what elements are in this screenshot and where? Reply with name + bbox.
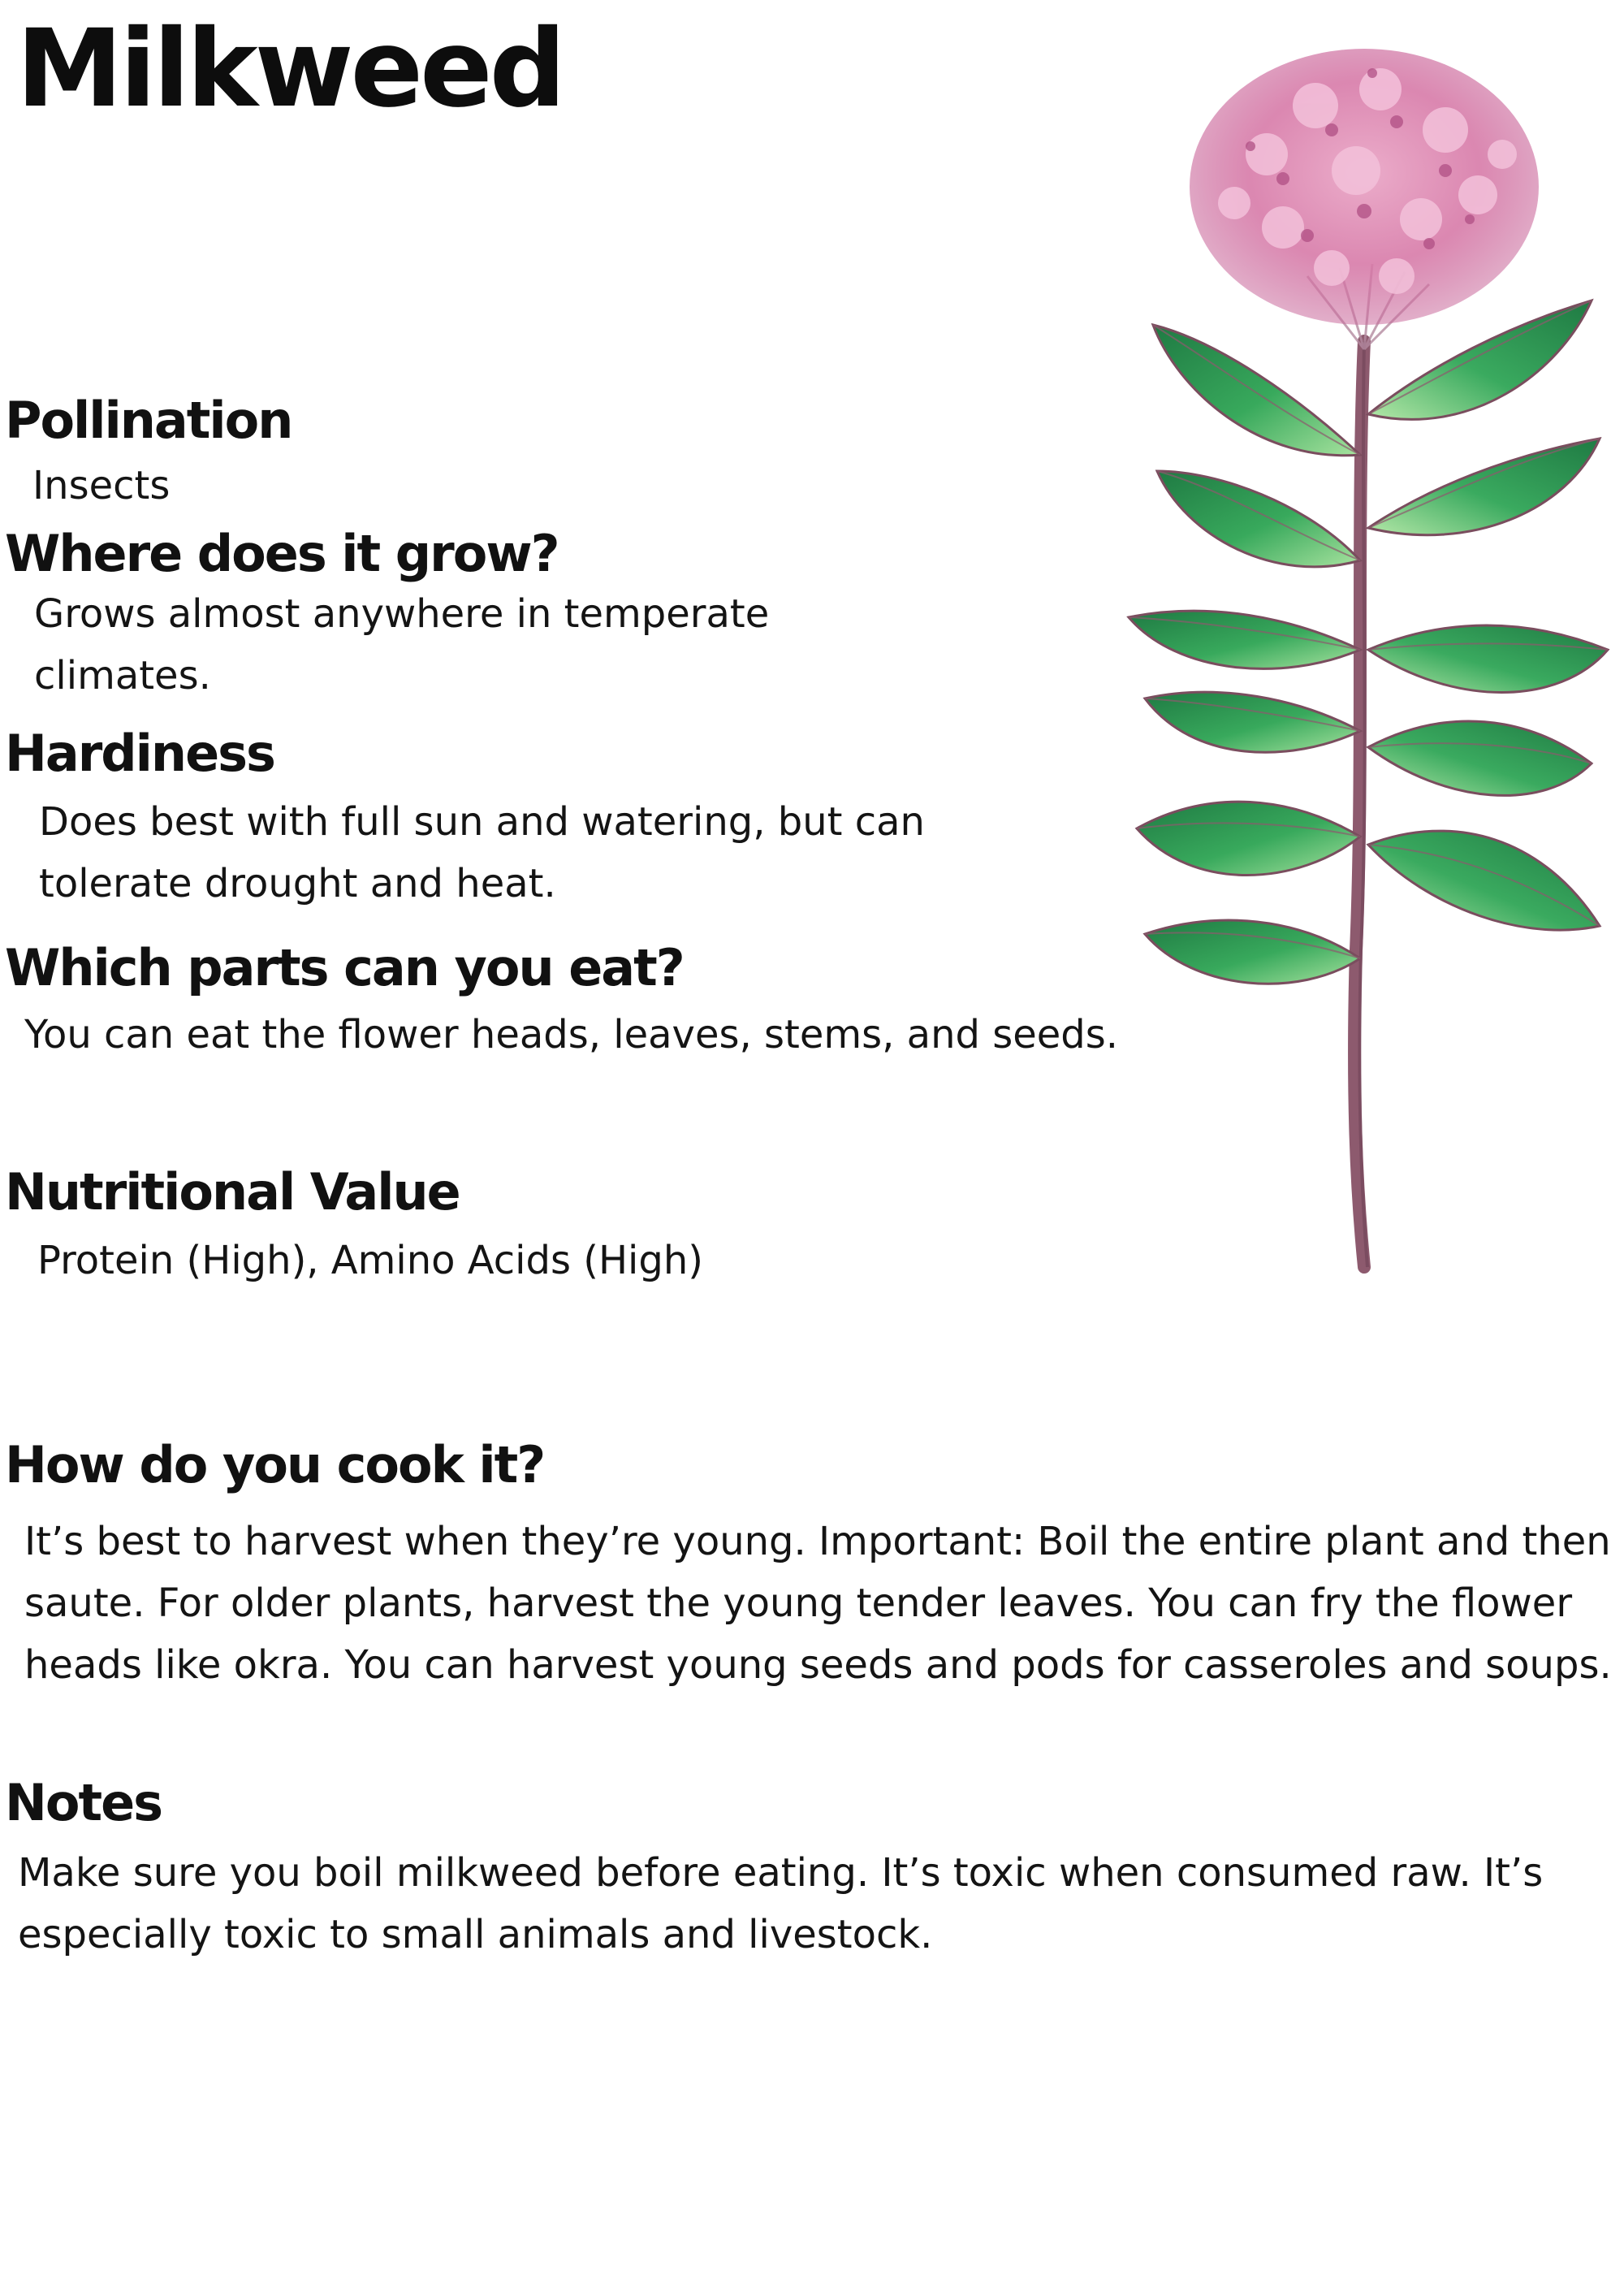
page-title: Milkweed [16, 6, 564, 132]
milkweed-plant-illustration [1121, 32, 1624, 1275]
text-edible-parts: You can eat the flower heads, leaves, stems, and seeds. [24, 1012, 1119, 1057]
text-where-grow: Grows almost anywhere in temperate climates. [34, 591, 770, 698]
heading-notes: Notes [5, 1773, 162, 1832]
text-how-to-cook: It’s best to harvest when they’re young. Important: Boil the entire plant and then saute. For older plants, harvest the young tender leaves. You can fry the flower heads like okra. You can harvest young seeds and pods for casseroles and soups. [24, 1519, 1612, 1688]
heading-nutritional-value: Nutritional Value [5, 1162, 460, 1222]
text-notes: Make sure you boil milkweed before eating. It’s toxic when consumed raw. It’s especially toxic to small animals and livestock. [18, 1850, 1544, 1957]
text-pollination: Insects [32, 463, 171, 508]
heading-pollination: Pollination [5, 391, 292, 450]
heading-where-grow: Where does it grow? [5, 524, 559, 583]
text-hardiness: Does best with full sun and watering, but can tolerate drought and heat. [39, 799, 925, 906]
heading-hardiness: Hardiness [5, 724, 274, 783]
heading-edible-parts: Which parts can you eat? [5, 938, 684, 997]
heading-how-to-cook: How do you cook it? [5, 1435, 545, 1494]
text-nutritional-value: Protein (High), Amino Acids (High) [37, 1238, 704, 1283]
